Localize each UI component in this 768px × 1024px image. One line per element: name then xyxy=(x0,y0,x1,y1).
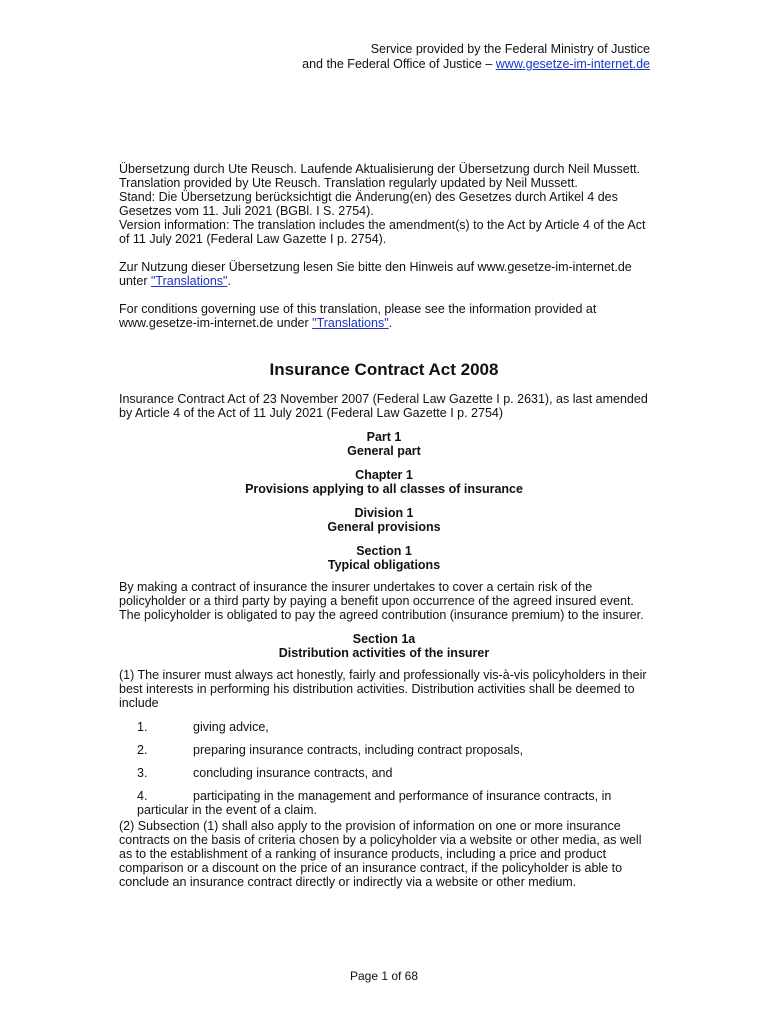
part-heading xyxy=(119,430,649,458)
section-1-text: By making a contract of insurance the insurer undertakes to cover a certain risk of the policyholder or a third party by paying a benefit upon occurrence of the agreed insured event. The policyholder is obligated to pay the agreed contribution (insurance premium) to the insurer. xyxy=(119,580,644,622)
list-item xyxy=(119,766,649,780)
list-item xyxy=(119,720,649,734)
section-1-number: Section 1 xyxy=(356,544,412,558)
en-version-note: Version information: The translation includes the amendment(s) to the Act by Article 4 of the Act of 11 July 2021 (Federal Law Gazette I p. 2754). xyxy=(119,218,646,246)
en-usage-suffix: . xyxy=(388,316,393,330)
list-item-text: giving advice, xyxy=(193,720,269,734)
de-stand-note: Stand: Die Übersetzung berücksichtigt die Änderung(en) des Gesetzes durch Artikel 4 des Gesetzes vom 11. Juli 2021 (BGBl. I S. 2754). xyxy=(119,190,618,218)
section-1a-number: Section 1a xyxy=(352,632,416,646)
section-1-name: Typical obligations xyxy=(327,558,441,572)
en-translation-note: Translation provided by Ute Reusch. Translation regularly updated by Neil Mussett. xyxy=(119,176,578,190)
de-usage-text: Zur Nutzung dieser Übersetzung lesen Sie bitte den Hinweis auf www.gesetze-im-internet.de unter xyxy=(119,260,632,288)
division-number: Division 1 xyxy=(354,506,414,520)
section-1-heading xyxy=(119,544,649,572)
division-name: General provisions xyxy=(327,520,441,534)
list-item-text: participating in the management and performance of insurance contracts, in particular in the event of a claim. xyxy=(137,789,612,817)
page-number: Page 1 of 68 xyxy=(349,969,419,983)
part-name: General part xyxy=(347,444,421,458)
de-usage-suffix: . xyxy=(227,274,231,288)
gesetze-link[interactable]: www.gesetze-im-internet.de xyxy=(495,57,650,71)
list-item-text: concluding insurance contracts, and xyxy=(193,766,393,780)
act-citation: Insurance Contract Act of 23 November 2007 (Federal Law Gazette I p. 2631), as last amended by Article 4 of the Act of 11 July 2021 (Federal Law Gazette I p. 2754) xyxy=(119,392,648,420)
part-number: Part 1 xyxy=(366,430,402,444)
distribution-activities-list xyxy=(119,720,649,817)
en-translations-link[interactable]: "Translations" xyxy=(312,316,389,330)
list-item xyxy=(119,789,649,817)
chapter-heading xyxy=(119,468,649,496)
section-1a-subsection-2: (2) Subsection (1) shall also apply to the provision of information on one or more insurance contracts on the basis of criteria chosen by a policyholder via a website or other media, as well as to the establishment of a ranking of insurance products, including a price and product comparison or a discount on the price of an insurance contract, if the policyholder is able to conclude an insurance contract directly or indirectly via a website or other medium. xyxy=(119,819,642,889)
section-1a-heading xyxy=(119,632,649,660)
list-item-text: preparing insurance contracts, including contract proposals, xyxy=(193,743,524,757)
list-item-number: 3. xyxy=(137,766,148,780)
de-usage-note xyxy=(119,260,649,288)
list-item-number: 4. xyxy=(137,789,148,803)
en-usage-text: For conditions governing use of this translation, please see the information provided at www.gesetze-im-internet.de under xyxy=(119,302,597,330)
page-header xyxy=(302,42,650,72)
list-item-number: 2. xyxy=(137,743,148,757)
header-line-2-text: and the Federal Office of Justice – xyxy=(302,57,496,71)
chapter-number: Chapter 1 xyxy=(355,468,413,482)
division-heading xyxy=(119,506,649,534)
header-line-1: Service provided by the Federal Ministry of Justice xyxy=(370,42,650,56)
de-translations-link[interactable]: "Translations" xyxy=(150,274,228,288)
list-item-number: 1. xyxy=(137,720,148,734)
list-item xyxy=(119,743,649,757)
chapter-name: Provisions applying to all classes of insurance xyxy=(245,482,523,496)
de-translation-note: Übersetzung durch Ute Reusch. Laufende Aktualisierung der Übersetzung durch Neil Mussett. xyxy=(119,162,641,176)
section-1a-name: Distribution activities of the insurer xyxy=(278,646,490,660)
document-body xyxy=(119,162,649,889)
act-title: Insurance Contract Act 2008 xyxy=(269,360,499,379)
en-usage-note xyxy=(119,302,649,330)
section-1a-subsection-1: (1) The insurer must always act honestly, fairly and professionally vis-à-vis policyholders in their best interests in performing his distribution activities. Distribution activities shall be deemed to include xyxy=(119,668,647,710)
header-line-2 xyxy=(302,57,650,72)
